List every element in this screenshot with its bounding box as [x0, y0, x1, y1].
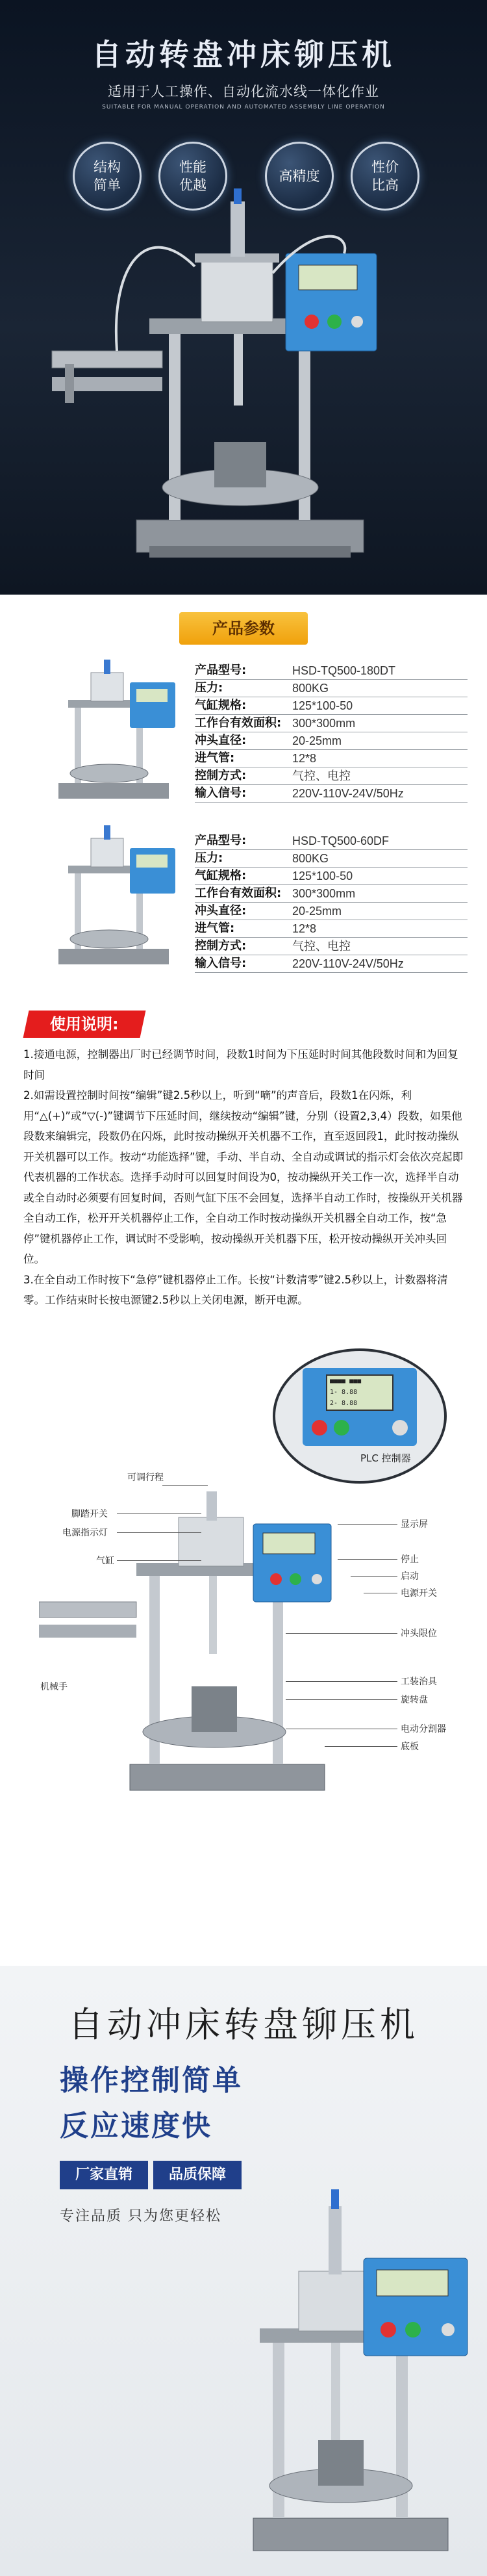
plc-label: PLC 控制器: [360, 1452, 411, 1464]
spec-row: [195, 832, 468, 850]
label-manipulator: 机械手: [40, 1682, 68, 1692]
hero-title: 自动转盘冲床铆压机: [92, 37, 395, 72]
spec-value: 125*100-50: [292, 869, 353, 882]
spec-value: 125*100-50: [292, 699, 353, 712]
spec-value: 220V-110V-24V/50Hz: [292, 957, 404, 970]
spec-banner: 产品参数: [179, 612, 308, 645]
spec-key: 控制方式:: [195, 939, 247, 953]
label-divider: 电动分割器: [401, 1724, 446, 1734]
label-rotary: 旋转盘: [401, 1695, 428, 1705]
spec-key: 进气管:: [195, 751, 235, 765]
hero-machine-illustration: [39, 182, 442, 572]
leader-line: [338, 1559, 397, 1560]
spec-key: 工作台有效面积:: [195, 886, 282, 900]
usage-paragraph: 1.接通电源，控制器出厂时已经调节时间，段数1时间为下压延时时间其他段数时间和为回复时间: [23, 1048, 458, 1081]
spec-row: [195, 955, 468, 973]
leader-line: [117, 1532, 201, 1533]
feature-label: 性能 优越: [179, 159, 206, 193]
spec-key: 控制方式:: [195, 769, 247, 782]
label-stop: 停止: [401, 1554, 419, 1565]
spec-key: 进气管:: [195, 921, 235, 935]
label-foot-switch: 脚踏开关: [71, 1509, 108, 1519]
spec-machine-image-1: [39, 660, 188, 809]
leader-line: [162, 1485, 208, 1486]
poster-machine-illustration: [214, 2180, 474, 2564]
leader-line: [286, 1681, 397, 1682]
label-fixture: 工装治具: [401, 1677, 437, 1687]
poster-title: 自动冲床转盘铆压机: [68, 2004, 419, 2045]
diagram-section: [0, 1342, 487, 1966]
spec-row: [195, 732, 468, 750]
spec-row: [195, 697, 468, 715]
spec-row: [195, 767, 468, 785]
hero-subtitle-en: SUITABLE FOR MANUAL OPERATION AND AUTOMATED ASSEMBLY LINE OPERATION: [102, 104, 385, 110]
spec-row: [195, 903, 468, 920]
spec-row: [195, 715, 468, 732]
poster-headline-2: 反应速度快: [60, 2109, 212, 2143]
spec-key: 工作台有效面积:: [195, 716, 282, 730]
spec-value: 300*300mm: [292, 717, 356, 730]
feature-label: 高精度: [279, 168, 320, 184]
spec-key: 冲头直径:: [195, 734, 247, 747]
spec-key: 输入信号:: [195, 957, 247, 970]
hero-subtitle: 适用于人工操作、自动化流水线一体化作业: [108, 84, 379, 99]
spec-value: 气控、电控: [292, 769, 351, 782]
spec-table-1: [195, 662, 468, 803]
spec-key: 气缸规格:: [195, 699, 247, 712]
power-button-icon: [392, 1420, 408, 1436]
poster-headline-1: 操作控制简单: [60, 2064, 243, 2097]
spec-value: 气控、电控: [292, 940, 351, 953]
spec-row: [195, 662, 468, 680]
spec-row: [195, 885, 468, 903]
spec-value: 12*8: [292, 752, 317, 765]
badge-factory-direct: 厂家直销: [60, 2161, 148, 2189]
spec-row: [195, 680, 468, 697]
leader-line: [117, 1560, 201, 1561]
spec-value: HSD-TQ500-60DF: [292, 834, 390, 847]
label-start: 启动: [401, 1571, 419, 1582]
label-power-light: 电源指示灯: [62, 1528, 108, 1538]
leader-line: [351, 1576, 397, 1577]
feature-label: 性价 比高: [371, 159, 399, 193]
spec-value: 800KG: [292, 852, 329, 865]
spec-table-2: [195, 832, 468, 973]
spec-key: 产品型号:: [195, 663, 247, 677]
usage-tag-label: 使用说明:: [50, 1015, 119, 1033]
usage-section: [0, 998, 487, 1342]
plc-screen: [326, 1374, 393, 1411]
usage-text: [23, 1044, 465, 1311]
spec-section: [0, 595, 487, 998]
poster-note: 专注品质 只为您更轻松: [60, 2208, 221, 2224]
spec-key: 气缸规格:: [195, 869, 247, 882]
plc-screen-line: 1- 8.88: [330, 1389, 358, 1396]
spec-value: 800KG: [292, 682, 329, 695]
start-button-icon: [334, 1420, 349, 1436]
spec-row: [195, 868, 468, 885]
spec-value: 20-25mm: [292, 734, 342, 747]
leader-line: [286, 1699, 397, 1700]
spec-key: 冲头直径:: [195, 904, 247, 918]
spec-value: HSD-TQ500-180DT: [292, 664, 396, 677]
leader-line: [117, 1513, 201, 1514]
leader-line: [338, 1524, 397, 1525]
usage-paragraph: 2.如需设置控制时间按“编辑”键2.5秒以上，听到“嘀”的声音后，段数1在闪烁，利用“△(+)”或“▽(-)”键调节下压延时间，继续按动“编辑”键，分别（设置2,3,4）段数，如果他段数来编辑完，段数仍在闪烁，此时按动操纵开关机器不工作，直至返回段1，此时按动操纵开关机器可以工作。按动“功能选择”键，手动、半自动、全自动或调试的指示灯会依次亮起即代表机器的工作状态。选择手动时可以回复时间设为0，按动操纵开关工作一次，选择半自动或全自动时必须要有回复时间，否则气缸下压不会回复，选择半自动工作时，按操纵开关机器全自动工作，松开开关机器停止工作，全自动工作时按动操纵开关机器全自动工作，按“急停”键机器停止工作，调试时不受影响，按动操纵开关机器下压，松开按动操纵开关冲头回位。: [23, 1089, 464, 1265]
plc-panel: [303, 1368, 417, 1446]
spec-row: [195, 785, 468, 803]
spec-value: 220V-110V-24V/50Hz: [292, 787, 404, 800]
label-stroke: 可调行程: [127, 1473, 164, 1483]
feature-label: 结构 简单: [94, 159, 121, 193]
spec-row: [195, 750, 468, 767]
stop-button-icon: [312, 1420, 327, 1436]
spec-value: 20-25mm: [292, 905, 342, 918]
spec-row: [195, 920, 468, 938]
spec-key: 压力:: [195, 681, 223, 695]
spec-key: 输入信号:: [195, 786, 247, 800]
leader-line: [286, 1633, 397, 1634]
spec-key: 产品型号:: [195, 834, 247, 847]
plc-zoom-circle: [273, 1348, 447, 1484]
hero-section: [0, 0, 487, 595]
spec-machine-image-2: [39, 825, 188, 975]
plc-screen-line: ■■■■ ■■■: [330, 1378, 362, 1385]
label-base: 底板: [401, 1742, 419, 1752]
label-punch-limit: 冲头限位: [401, 1629, 437, 1639]
poster-section: [0, 1966, 487, 2576]
spec-key: 压力:: [195, 851, 223, 865]
spec-row: [195, 850, 468, 868]
badge-quality: 品质保障: [153, 2161, 242, 2189]
spec-row: [195, 938, 468, 955]
plc-screen-line: 2- 8.88: [330, 1400, 358, 1407]
spec-value: 300*300mm: [292, 887, 356, 900]
label-display: 显示屏: [401, 1519, 428, 1530]
spec-value: 12*8: [292, 922, 317, 935]
usage-tag: [23, 1011, 146, 1038]
leader-line: [325, 1746, 397, 1747]
label-power-switch: 电源开关: [401, 1588, 437, 1599]
usage-paragraph: 3.在全自动工作时按下“急停”键机器停止工作。长按“计数清零”键2.5秒以上，计数器将清零。工作结束时长按电源键2.5秒以上关闭电源，断开电源。: [23, 1273, 448, 1306]
label-cylinder: 气缸: [96, 1556, 114, 1566]
